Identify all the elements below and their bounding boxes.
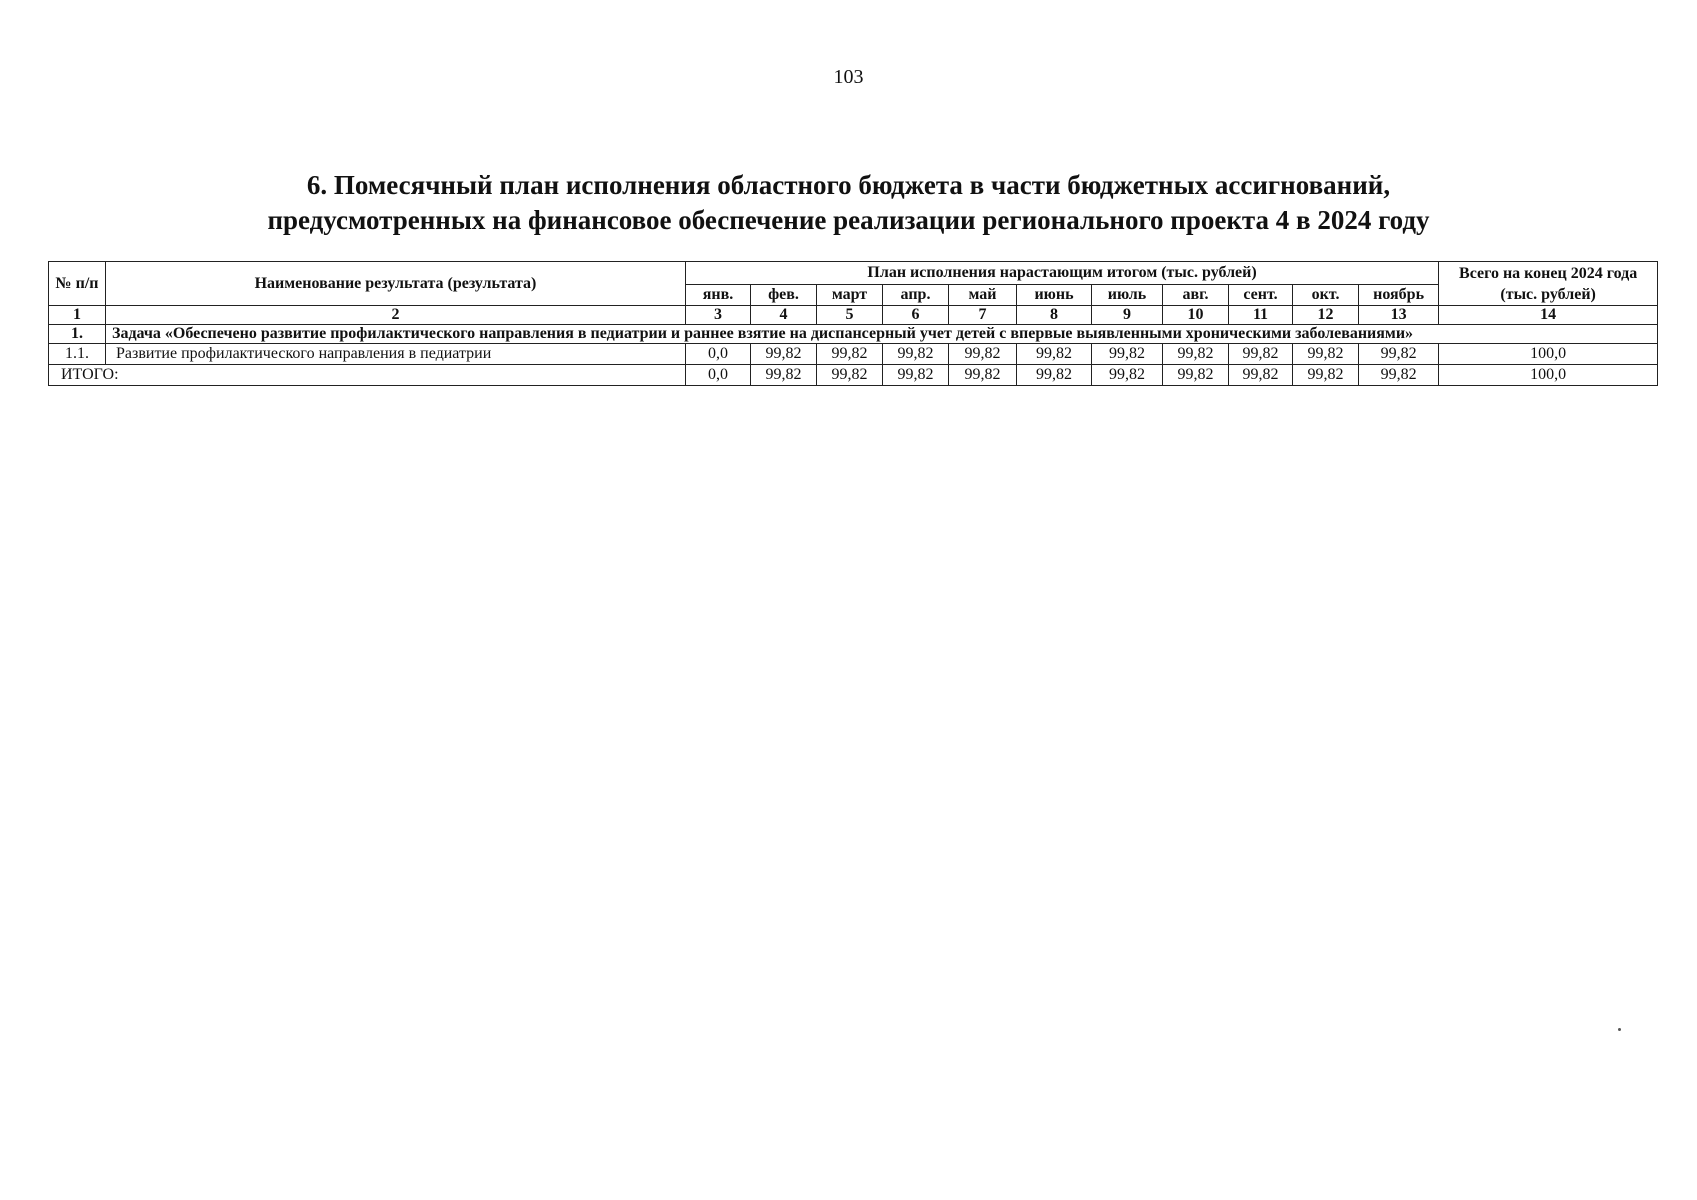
column-number: 10 xyxy=(1163,306,1229,325)
column-number: 13 xyxy=(1359,306,1439,325)
header-plan-group: План исполнения нарастающим итогом (тыс. рублей) xyxy=(686,262,1439,285)
column-number: 3 xyxy=(686,306,751,325)
total-month-value: 99,82 xyxy=(817,365,883,386)
total-month-value: 99,82 xyxy=(1092,365,1163,386)
task-text: Задача «Обеспечено развитие профилактического направления в педиатрии и раннее взятие на диспансерный учет детей с впервые выявленными хроническими заболеваниями» xyxy=(106,325,1658,344)
header-month: окт. xyxy=(1293,285,1359,306)
budget-plan-table xyxy=(48,261,1658,386)
column-number: 4 xyxy=(751,306,817,325)
total-month-value: 99,82 xyxy=(1163,365,1229,386)
table-row xyxy=(49,344,1658,365)
total-month-value: 0,0 xyxy=(686,365,751,386)
row-total-value: 100,0 xyxy=(1439,344,1658,365)
header-month: ноябрь xyxy=(1359,285,1439,306)
column-number: 5 xyxy=(817,306,883,325)
column-number: 2 xyxy=(106,306,686,325)
row-month-value: 0,0 xyxy=(686,344,751,365)
total-sum-value: 100,0 xyxy=(1439,365,1658,386)
total-row xyxy=(49,365,1658,386)
column-number: 14 xyxy=(1439,306,1658,325)
row-num: 1.1. xyxy=(49,344,106,365)
row-month-value: 99,82 xyxy=(751,344,817,365)
row-month-value: 99,82 xyxy=(1359,344,1439,365)
title-line-1: 6. Помесячный план исполнения областного бюджета в части бюджетных ассигнований, xyxy=(306,170,1391,200)
title-line-2: предусмотренных на финансовое обеспечение реализации регионального проекта 4 в 2024 году xyxy=(267,205,1430,235)
column-number-row xyxy=(49,306,1658,325)
header-month: янв. xyxy=(686,285,751,306)
row-month-value: 99,82 xyxy=(883,344,949,365)
row-month-value: 99,82 xyxy=(949,344,1017,365)
header-month: июль xyxy=(1092,285,1163,306)
column-number: 11 xyxy=(1229,306,1293,325)
column-number: 7 xyxy=(949,306,1017,325)
header-month: май xyxy=(949,285,1017,306)
document-title xyxy=(0,168,1697,238)
total-month-value: 99,82 xyxy=(1017,365,1092,386)
row-month-value: 99,82 xyxy=(1293,344,1359,365)
row-month-value: 99,82 xyxy=(1092,344,1163,365)
header-month: март xyxy=(817,285,883,306)
total-month-value: 99,82 xyxy=(751,365,817,386)
column-number: 1 xyxy=(49,306,106,325)
column-number: 9 xyxy=(1092,306,1163,325)
total-month-value: 99,82 xyxy=(1293,365,1359,386)
row-month-value: 99,82 xyxy=(1017,344,1092,365)
task-num: 1. xyxy=(49,325,106,344)
total-month-value: 99,82 xyxy=(1359,365,1439,386)
page-number: 103 xyxy=(833,66,864,88)
column-number: 12 xyxy=(1293,306,1359,325)
row-month-value: 99,82 xyxy=(1229,344,1293,365)
total-month-value: 99,82 xyxy=(1229,365,1293,386)
header-num: № п/п xyxy=(49,262,106,306)
header-month: фев. xyxy=(751,285,817,306)
total-label: ИТОГО: xyxy=(49,365,686,386)
scan-speck xyxy=(1618,1028,1621,1031)
header-month: авг. xyxy=(1163,285,1229,306)
header-month: сент. xyxy=(1229,285,1293,306)
task-row xyxy=(49,325,1658,344)
header-name: Наименование результата (результата) xyxy=(106,262,686,306)
row-month-value: 99,82 xyxy=(1163,344,1229,365)
total-month-value: 99,82 xyxy=(949,365,1017,386)
header-month: апр. xyxy=(883,285,949,306)
row-month-value: 99,82 xyxy=(817,344,883,365)
header-total: Всего на конец 2024 года (тыс. рублей) xyxy=(1439,262,1658,306)
header-month: июнь xyxy=(1017,285,1092,306)
column-number: 6 xyxy=(883,306,949,325)
total-month-value: 99,82 xyxy=(883,365,949,386)
column-number: 8 xyxy=(1017,306,1092,325)
row-name: Развитие профилактического направления в педиатрии xyxy=(106,344,686,365)
